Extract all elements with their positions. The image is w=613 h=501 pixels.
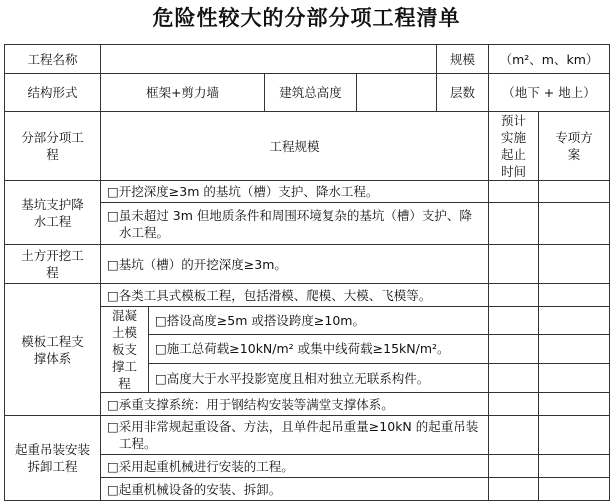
floors-label: 层数 — [437, 74, 489, 112]
plan-cell[interactable] — [539, 307, 610, 335]
col-scale: 工程规模 — [101, 112, 489, 181]
plan-cell[interactable] — [539, 416, 610, 455]
period-cell[interactable] — [489, 416, 539, 455]
period-cell[interactable] — [489, 393, 539, 416]
hazard-list-table — [4, 44, 610, 501]
project-name-field[interactable] — [101, 45, 437, 74]
plan-cell[interactable] — [539, 181, 610, 203]
height-label: 建筑总高度 — [265, 74, 357, 112]
column-header-row — [5, 112, 610, 181]
scale-unit: （m²、m、km） — [489, 45, 610, 74]
project-name-label: 工程名称 — [5, 45, 101, 74]
period-cell[interactable] — [489, 478, 539, 501]
list-item: □施工总荷载≥10kN/m² 或集中线荷载≥15kN/m²。 — [149, 334, 489, 364]
list-item: □虽未超过 3m 但地质条件和周围环境复杂的基坑（槽）支护、降水工程。 — [101, 203, 489, 245]
period-cell[interactable] — [489, 181, 539, 203]
plan-cell[interactable] — [539, 393, 610, 416]
period-cell[interactable] — [489, 455, 539, 478]
plan-cell[interactable] — [539, 284, 610, 307]
table-row — [5, 416, 610, 455]
group-lifting: 起重吊装安装拆卸工程 — [5, 416, 101, 501]
plan-cell[interactable] — [539, 478, 610, 501]
plan-cell[interactable] — [539, 334, 610, 364]
list-item: □基坑（槽）的开挖深度≥3m。 — [101, 245, 489, 284]
list-item: □搭设高度≥5m 或搭设跨度≥10m。 — [149, 307, 489, 335]
height-field[interactable] — [357, 74, 437, 112]
period-cell[interactable] — [489, 364, 539, 393]
col-plan: 专项方案 — [539, 112, 610, 181]
list-item: □采用起重机械进行安装的工程。 — [101, 455, 489, 478]
list-item: □高度大于水平投影宽度且相对独立无联系构件。 — [149, 364, 489, 393]
period-cell[interactable] — [489, 284, 539, 307]
plan-cell[interactable] — [539, 455, 610, 478]
concrete-formwork-label: 混凝土模板支撑工程 — [101, 307, 149, 393]
group-foundation: 基坑支护降水工程 — [5, 181, 101, 245]
col-period: 预计实施起止时间 — [489, 112, 539, 181]
period-cell[interactable] — [489, 245, 539, 284]
structure-label: 结构形式 — [5, 74, 101, 112]
list-item: □采用非常规起重设备、方法，且单件起吊重量≥10kN 的起重吊装工程。 — [101, 416, 489, 455]
col-category: 分部分项工程 — [5, 112, 101, 181]
period-cell[interactable] — [489, 203, 539, 245]
table-row — [5, 181, 610, 203]
list-item: □起重机械设备的安装、拆卸。 — [101, 478, 489, 501]
structure-value: 框架+剪力墙 — [101, 74, 265, 112]
scale-label: 规模 — [437, 45, 489, 74]
list-item: □承重支撑系统：用于钢结构安装等满堂支撑体系。 — [101, 393, 489, 416]
table-row — [5, 284, 610, 307]
project-name-row — [5, 45, 610, 74]
plan-cell[interactable] — [539, 245, 610, 284]
plan-cell[interactable] — [539, 203, 610, 245]
list-item: □开挖深度≥3m 的基坑（槽）支护、降水工程。 — [101, 181, 489, 203]
floors-value: （地下 + 地上） — [489, 74, 610, 112]
plan-cell[interactable] — [539, 364, 610, 393]
table-row — [5, 245, 610, 284]
period-cell[interactable] — [489, 334, 539, 364]
group-formwork: 模板工程支撑体系 — [5, 284, 101, 416]
period-cell[interactable] — [489, 307, 539, 335]
group-earthwork: 土方开挖工程 — [5, 245, 101, 284]
structure-row — [5, 74, 610, 112]
list-item: □各类工具式模板工程，包括滑模、爬模、大模、飞模等。 — [101, 284, 489, 307]
page-title: 危险性较大的分部分项工程清单 — [152, 6, 461, 30]
